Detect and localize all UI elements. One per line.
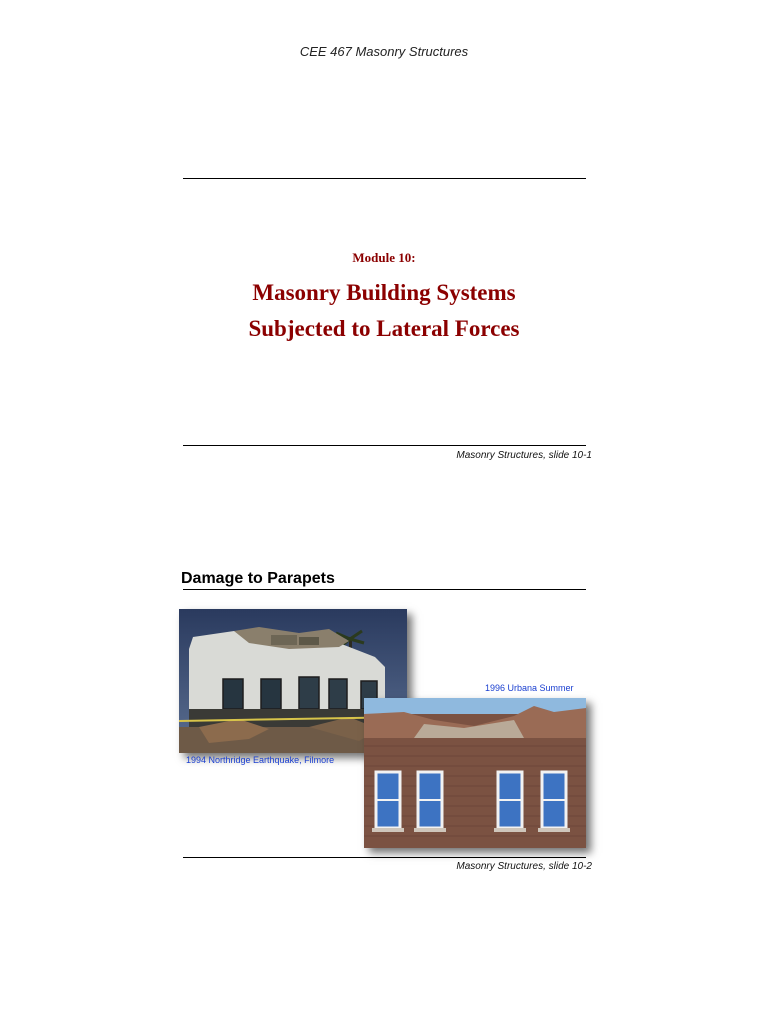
module-label: Module 10: <box>352 250 416 265</box>
urbana-photo <box>364 698 586 848</box>
slide2-title-rule <box>183 589 586 590</box>
photo2-caption: 1996 Urbana Summer <box>485 683 574 693</box>
slide2-title: Damage to Parapets <box>181 570 335 587</box>
slide1-bottom-rule <box>183 445 586 446</box>
photo1-caption: 1994 Northridge Earthquake, Filmore <box>186 755 335 765</box>
slide1-top-rule <box>183 178 586 179</box>
document-header: CEE 467 Masonry Structures <box>299 44 469 59</box>
slide2-footer: Masonry Structures, slide 10-2 <box>456 861 592 872</box>
slide1-title-line2: Subjected to Lateral Forces <box>248 316 520 341</box>
slide1-title-line1: Masonry Building Systems <box>252 280 516 305</box>
slide1-footer: Masonry Structures, slide 10-1 <box>456 450 592 461</box>
slide2-bottom-rule <box>183 857 586 858</box>
